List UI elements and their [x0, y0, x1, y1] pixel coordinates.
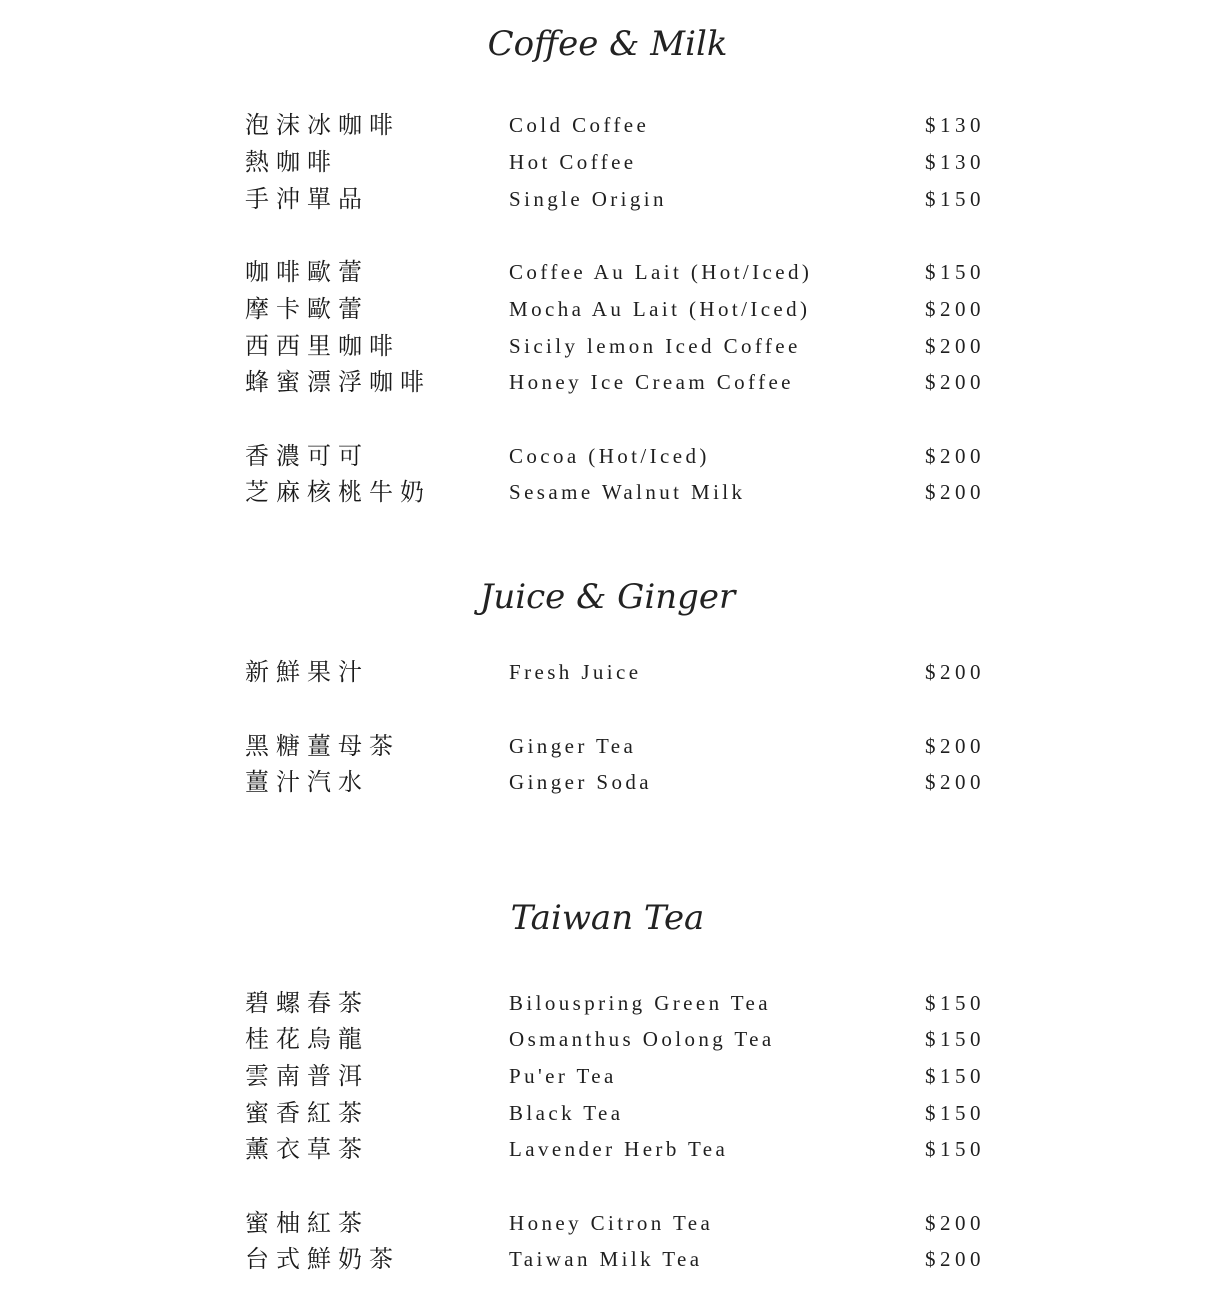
menu-item — [0, 731, 1215, 761]
item-price: $130 — [925, 113, 985, 137]
menu-item — [0, 184, 1215, 214]
item-name-zh: 泡沫冰咖啡 — [245, 111, 400, 139]
menu-item — [0, 1098, 1215, 1128]
menu-item — [0, 147, 1215, 177]
item-price: $200 — [925, 734, 985, 758]
item-price: $200 — [925, 444, 985, 468]
menu-item — [0, 657, 1215, 687]
item-price: $150 — [925, 1137, 985, 1161]
item-name-en: Single Origin — [509, 187, 667, 211]
menu-item — [0, 367, 1215, 397]
item-price: $200 — [925, 297, 985, 321]
item-name-en: Cocoa (Hot/Iced) — [509, 444, 710, 468]
item-price: $150 — [925, 1064, 985, 1088]
item-name-zh: 咖啡歐蕾 — [245, 258, 369, 286]
section-title-juice-ginger: Juice & Ginger — [479, 577, 736, 617]
item-name-en: Ginger Soda — [509, 770, 652, 794]
item-name-zh: 蜂蜜漂浮咖啡 — [245, 368, 431, 396]
menu-item — [0, 110, 1215, 140]
item-name-en: Pu'er Tea — [509, 1064, 617, 1088]
item-name-zh: 新鮮果汁 — [245, 658, 369, 686]
menu-item — [0, 257, 1215, 287]
item-name-en: Fresh Juice — [509, 660, 642, 684]
item-name-zh: 芝麻核桃牛奶 — [245, 478, 431, 506]
item-name-en: Coffee Au Lait (Hot/Iced) — [509, 260, 813, 284]
item-name-en: Lavender Herb Tea — [509, 1137, 729, 1161]
item-name-en: Hot Coffee — [509, 150, 637, 174]
item-name-zh: 薑汁汽水 — [245, 768, 369, 796]
item-name-zh: 黑糖薑母茶 — [245, 732, 400, 760]
menu-item — [0, 988, 1215, 1018]
menu-item — [0, 441, 1215, 471]
item-name-zh: 桂花烏龍 — [245, 1025, 369, 1053]
item-name-en: Sesame Walnut Milk — [509, 480, 746, 504]
item-price: $200 — [925, 480, 985, 504]
menu-item — [0, 294, 1215, 324]
item-name-en: Ginger Tea — [509, 734, 637, 758]
item-name-en: Sicily lemon Iced Coffee — [509, 334, 801, 358]
item-name-zh: 熱咖啡 — [245, 148, 338, 176]
item-name-zh: 雲南普洱 — [245, 1062, 369, 1090]
menu-item — [0, 477, 1215, 507]
item-price: $150 — [925, 187, 985, 211]
item-name-en: Honey Ice Cream Coffee — [509, 370, 794, 394]
menu-item — [0, 1208, 1215, 1238]
item-name-zh: 手沖單品 — [245, 185, 369, 213]
item-price: $200 — [925, 370, 985, 394]
item-name-en: Bilouspring Green Tea — [509, 991, 771, 1015]
item-name-zh: 碧螺春茶 — [245, 989, 369, 1017]
item-name-zh: 薰衣草茶 — [245, 1135, 369, 1163]
item-name-en: Cold Coffee — [509, 113, 650, 137]
item-name-zh: 台式鮮奶茶 — [245, 1245, 400, 1273]
item-name-en: Taiwan Milk Tea — [509, 1247, 703, 1271]
item-name-en: Honey Citron Tea — [509, 1211, 714, 1235]
menu-item — [0, 1134, 1215, 1164]
menu-item — [0, 331, 1215, 361]
item-price: $130 — [925, 150, 985, 174]
item-name-en: Mocha Au Lait (Hot/Iced) — [509, 297, 811, 321]
item-price: $150 — [925, 1101, 985, 1125]
item-name-en: Osmanthus Oolong Tea — [509, 1027, 775, 1051]
item-name-zh: 蜜柚紅茶 — [245, 1209, 369, 1237]
item-name-zh: 蜜香紅茶 — [245, 1099, 369, 1127]
item-price: $200 — [925, 660, 985, 684]
item-price: $200 — [925, 770, 985, 794]
item-name-zh: 西西里咖啡 — [245, 332, 400, 360]
item-price: $150 — [925, 260, 985, 284]
item-price: $200 — [925, 1247, 985, 1271]
section-title-coffee-milk: Coffee & Milk — [487, 24, 728, 64]
item-price: $150 — [925, 1027, 985, 1051]
item-name-zh: 摩卡歐蕾 — [245, 295, 369, 323]
item-price: $200 — [925, 334, 985, 358]
menu-item — [0, 767, 1215, 797]
item-price: $200 — [925, 1211, 985, 1235]
item-price: $150 — [925, 991, 985, 1015]
menu-item — [0, 1061, 1215, 1091]
menu-item — [0, 1024, 1215, 1054]
menu-item — [0, 1244, 1215, 1274]
item-name-zh: 香濃可可 — [245, 442, 369, 470]
item-name-en: Black Tea — [509, 1101, 624, 1125]
section-title-taiwan-tea: Taiwan Tea — [510, 898, 705, 938]
